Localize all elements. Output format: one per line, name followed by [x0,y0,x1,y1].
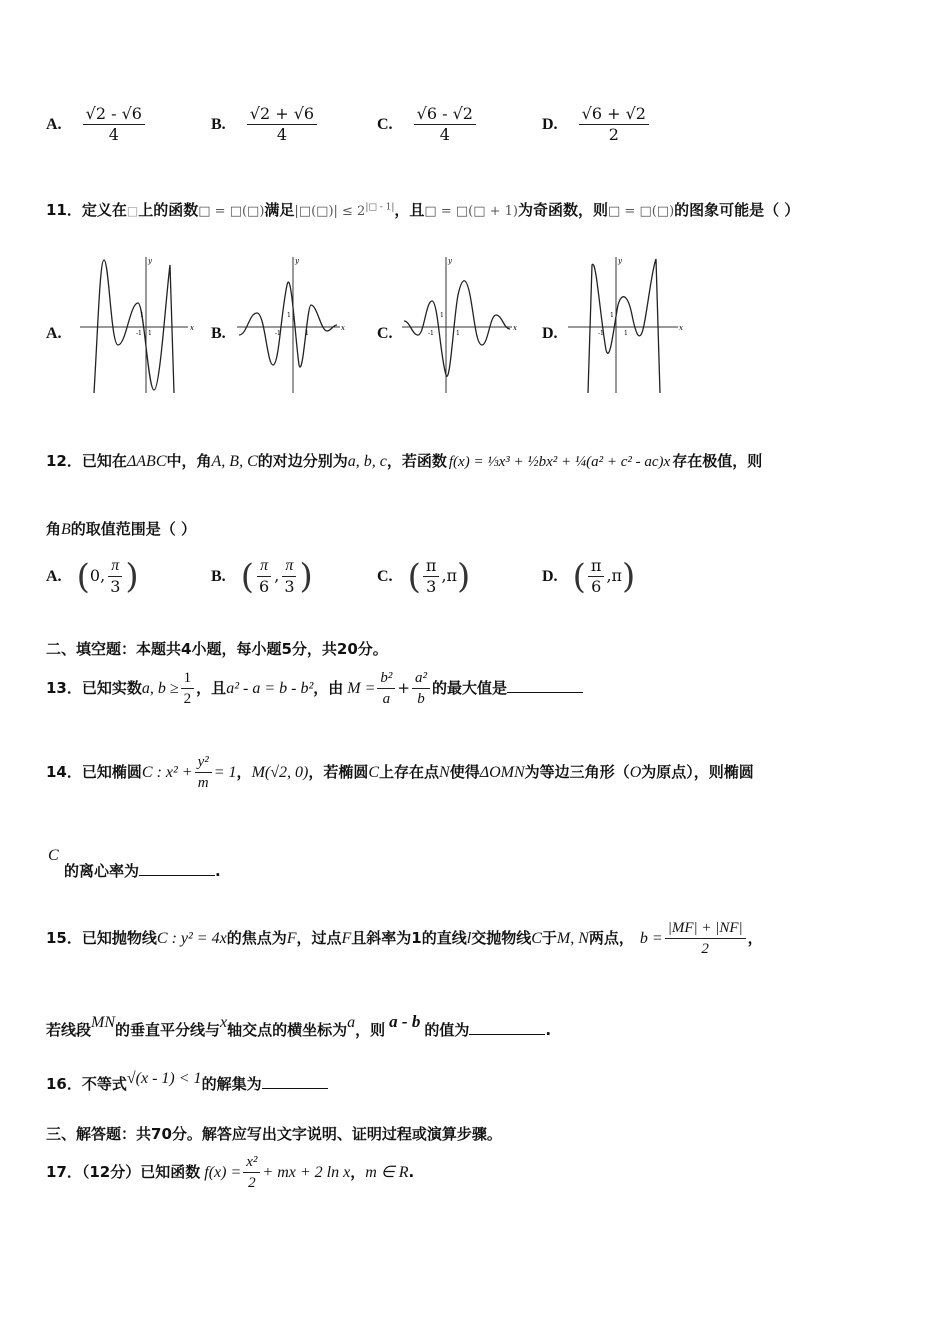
answer-blank[interactable] [507,692,583,693]
text: ，且 [196,679,227,697]
numerator: π [282,556,296,577]
numerator: √6 + √2 [579,104,649,125]
text: 的取值范围是（ ） [70,520,197,538]
formula: F [286,930,297,947]
q15-stem [46,918,763,959]
formula: □ = □(□) [198,204,265,219]
formula: C [368,764,380,781]
formula: b = [639,930,663,947]
denominator: 3 [426,577,437,596]
option-label: B. [211,568,226,585]
q14-line2 [48,845,59,865]
formula: C : y² = 4x [156,930,227,947]
text: 两点， [588,929,634,947]
text: ， [747,929,763,947]
curve [404,281,510,377]
section-2-heading: 二、填空题：本题共4小题，每小题5分，共20分。 [46,640,388,658]
text: 中，角 [166,452,212,470]
numerator: √6 - √2 [414,104,476,125]
text: 的解集为 [201,1075,262,1093]
option-label: B. [211,116,226,133]
option-label: A. [46,116,62,133]
formula: f(x) = [204,1164,242,1181]
question-number: 12． [46,452,82,470]
text: （12分）已知函数 [81,1163,201,1181]
fraction: $\frac{\text{b²}}{a}$ [377,668,395,709]
formula: √(x - 1) < 1 [126,1070,202,1087]
q16-stem [46,1070,328,1094]
interval-high: ,π [606,566,623,585]
text: ，若函数 [386,452,447,470]
tick-neg1: -1 [428,330,434,337]
formula: M(√2, 0) [251,764,309,781]
q12-stem-line2 [46,518,196,539]
text: 的图象可能是（ ） [674,201,800,219]
text: ，若椭圆 [308,763,369,781]
question-number: 13． [46,679,82,697]
text: ， [350,1163,366,1181]
fraction [281,556,297,597]
formula: a [347,1014,356,1031]
curve [588,259,660,393]
formula: m ∈ R [365,1164,409,1181]
formula: f(x) = ⅓x³ + ½bx² + ¼(a² + c² - ac)x [448,454,671,470]
formula: □ = □(□ + 1) [424,204,518,219]
numerator: π [108,556,122,577]
tick-1-x: 1 [305,330,309,337]
x-label: x [679,324,683,332]
y-label: y [448,257,452,265]
text: 的焦点为 [226,929,287,947]
text: 已知实数 [81,679,142,697]
tick-neg1: -1 [598,330,604,337]
option-label: A. [46,568,62,585]
formula: N [439,764,450,781]
denominator: 3 [284,577,295,596]
formula: ΔABC [126,453,167,470]
formula: M = [347,680,376,697]
text: 的垂直平分线与 [115,1021,221,1039]
interval-low: 0, [89,566,106,585]
numerator: π [257,556,271,577]
text: 定义在 [81,201,127,219]
text: 交抛物线 [471,929,532,947]
formula: ΔOMN [479,764,525,781]
formula: a, b, c [347,453,387,470]
tick-1: 1 [440,312,444,319]
text: 的离心率为 [64,862,140,880]
tick-neg1: -1 [275,330,281,337]
text: 的最大值是 [431,679,507,697]
q12-option-a: A. (0, $\frac{\pi}{3}$ ) [46,556,139,597]
formula: = 1 [213,764,237,781]
numerator: |MF| + |NF| [665,918,746,939]
q10-option-b [211,104,319,145]
q11-option-b: B. [211,325,226,342]
tick-1-x: 1 [624,330,628,337]
question-number: 17． [46,1163,82,1181]
q12-option-c: C. ( $\frac{\pi}{3}$ ,π) [377,556,471,597]
formula-exponent: |□ - 1| [365,202,395,213]
tick-1: 1 [140,312,144,319]
text: 已知在 [81,452,127,470]
fraction [588,556,605,597]
tick-1-x: 1 [456,330,460,337]
denominator: 4 [439,125,450,144]
fraction [83,104,145,145]
denominator: 2 [701,941,709,957]
formula: B [61,521,71,538]
interval-high: ,π [441,566,458,585]
text: 于 [541,929,557,947]
denominator: 4 [276,125,288,144]
text: ， [236,763,252,781]
fraction [107,556,123,597]
formula: x [220,1014,228,1031]
text: 不等式 [81,1075,127,1093]
q11-option-a: A. [46,325,62,342]
text: 已知椭圆 [81,763,142,781]
fraction [579,104,649,145]
graph-c [400,255,520,395]
x-label: x [341,324,345,332]
text: 的值为 [424,1021,470,1039]
tick-1: 1 [610,312,614,319]
formula: MN [91,1014,116,1031]
x-label: x [513,324,517,332]
text: ，且 [394,201,425,219]
option-label: C. [377,116,393,133]
fraction [247,104,317,145]
q10-option-c [377,104,478,145]
answer-blank[interactable] [469,1034,545,1035]
q10-option-d [542,104,651,145]
denominator: 6 [591,577,602,596]
tick-neg1: -1 [136,330,142,337]
numerator: π [588,556,605,577]
formula: a² - a = b - b² [226,680,314,697]
text: 上存在点 [379,763,440,781]
text: 若线段 [46,1021,92,1039]
option-label: C. [377,568,393,585]
denominator: 6 [259,577,270,596]
text: ，则 [355,1021,386,1039]
text: 为原点），则椭圆 [641,763,754,781]
question-number: 14． [46,763,82,781]
curve [239,282,337,367]
fraction: $\frac{\text{a²}}{b}$ [412,668,430,709]
q12-option-b: B. ( $\frac{\pi}{6}$ , $\frac{\pi}{3}$ ) [211,556,313,597]
y-label: y [148,257,152,265]
tick-1: 1 [287,312,291,319]
formula: C : x² + [141,764,193,781]
text: 且斜率为1的直线 [351,929,467,947]
formula: F [341,930,352,947]
formula: M, N [556,930,589,947]
fraction: $\frac{1}{2}$ [181,668,195,709]
text: ，由 [313,679,344,697]
formula: □ = □(□) [608,204,675,219]
q11-stem: 11．定义在□上的函数□ = □(□)满足|□(□)| ≤ $2^{|□ - 1|}$，且□ = □(□ + 1)为奇函数，则□ = □(□)的图象可能是（ ） [46,201,800,219]
option-label: D. [542,116,558,133]
text: 存在极值，则 [672,452,763,470]
text: 已知抛物线 [81,929,157,947]
text: 上的函数 [138,201,199,219]
fraction [414,104,476,145]
y-label: y [618,257,622,265]
option-label: D. [542,568,558,585]
y-label: y [295,257,299,265]
formula [294,204,394,219]
text: ，过点 [296,929,342,947]
fraction [256,556,272,597]
text: 满足 [264,201,295,219]
formula: a - b [389,1012,421,1031]
q12-stem [46,450,916,471]
q10-option-a [46,104,147,145]
text: . [545,1021,552,1039]
denominator: 4 [108,125,119,144]
q14-stem [46,752,754,793]
numerator: √2 + √6 [247,104,317,125]
q13-stem: 13．已知实数a, b ≥ $\frac{1}{2}$ ，且a² - a = b - b²，由 M = $\frac{\text{b²}}{a}$ + $\frac{\text{a²}}{b}$ 的最大值是 [46,668,583,709]
formula: l [466,930,472,947]
formula: A, B, C [211,453,258,470]
numerator: π [423,556,440,577]
graph-a [78,255,198,395]
q15-line2 [46,1012,551,1040]
q17-stem [46,1152,414,1193]
graph-d [566,255,686,395]
text: . [215,862,221,880]
graph-b [235,255,350,395]
section-3-heading: 三、解答题：共70分。解答应写出文字说明、证明过程或演算步骤。 [46,1125,502,1143]
question-number: 11． [46,201,82,219]
fraction [423,556,440,597]
x-label: x [190,324,194,332]
q11-option-d: D. [542,325,558,342]
text: 为奇函数，则 [517,201,608,219]
question-number: 16． [46,1075,82,1093]
answer-blank[interactable] [139,875,215,876]
fraction: $\frac{\text{y²}}{m}$ [195,752,212,793]
denominator: 2 [608,125,619,144]
text: 使得 [449,763,480,781]
numerator: √2 - √6 [83,104,145,125]
q14-line2-text [64,860,221,881]
formula: a, b ≥ [141,680,179,697]
text: . [408,1163,415,1181]
formula: C [48,847,59,864]
text: 的对边分别为 [257,452,348,470]
question-number: 15． [46,929,82,947]
q12-option-d: D. ( $\frac{\pi}{6}$ ,π) [542,556,636,597]
text: 为等边三角形（ [524,763,630,781]
text: 角 [46,520,62,538]
answer-blank[interactable] [262,1088,328,1089]
formula-main: |□(□)| ≤ 2 [294,204,366,219]
formula: C [531,930,542,947]
q11-option-c: C. [377,325,393,342]
fraction [665,918,746,959]
fraction: $\frac{\text{x²}}{2}$ [243,1152,260,1193]
formula: O [629,764,642,781]
tick-1-x: 1 [148,330,152,337]
denominator: 3 [110,577,121,596]
formula: + mx + 2 ln x [262,1164,351,1181]
text: 轴交点的横坐标为 [227,1021,348,1039]
